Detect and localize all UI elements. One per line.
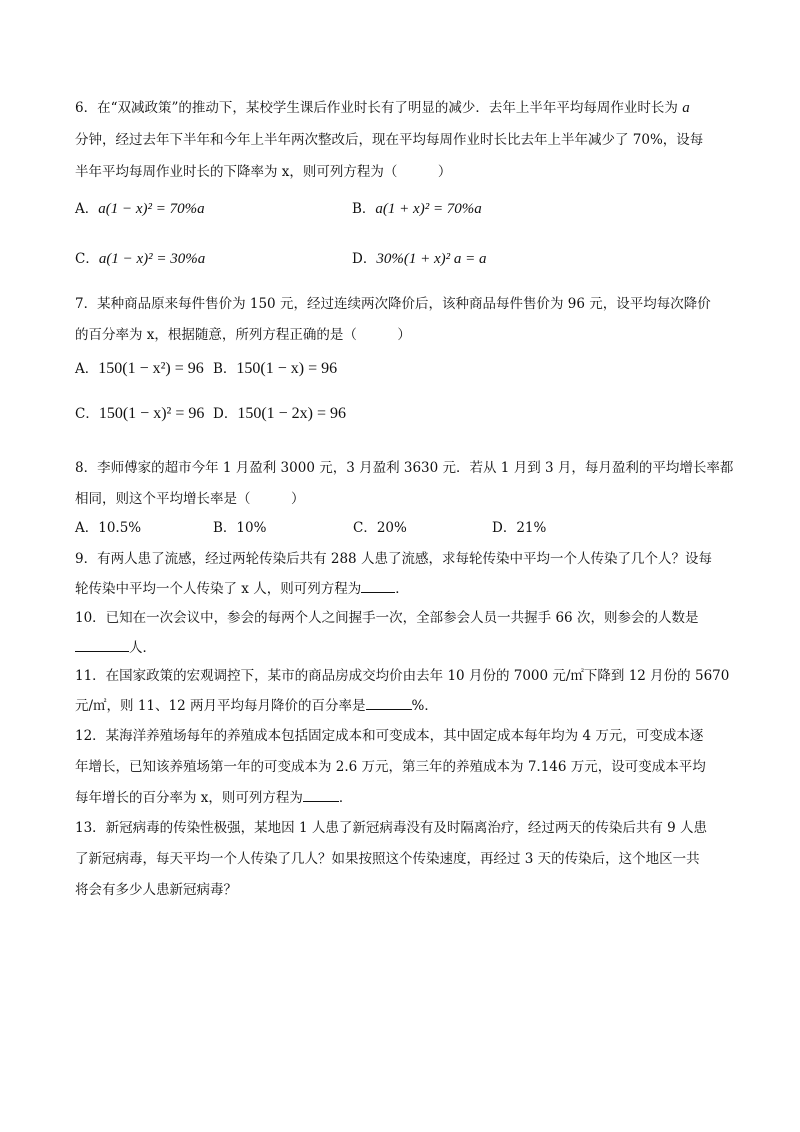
q10-line-1: 10．已知在一次会议中，参会的每两个人之间握手一次，全部参会人员一共握手 66 次，则参会的人数是: [75, 610, 699, 626]
option-label: D．: [352, 251, 377, 267]
option-expr: 150(1 − 2x) = 96: [237, 405, 347, 422]
option-expr: a(1 − x)² = 30%a: [98, 251, 206, 267]
option-expr: 150(1 − x) = 96: [236, 360, 338, 377]
q8-line-2: 相同，则这个平均增长率是（ ）: [75, 491, 305, 507]
q12-line-2: 年增长，已知该养殖场第一年的可变成本为 2.6 万元，第三年的养殖成本为 7.146 万元，设可变成本平均: [75, 759, 706, 775]
option-text: 10.5%: [98, 520, 142, 536]
q12-answer-blank[interactable]: [303, 789, 339, 802]
option-expr: a(1 + x)² = 70%a: [375, 201, 482, 217]
option-label: C．: [353, 520, 377, 536]
q11-suffix: %．: [411, 698, 438, 714]
q12-period: ．: [338, 790, 353, 806]
q13-line-2: 了新冠病毒，每天平均一个人传染了几人？如果按照这个传染速度，再经过 3 天的传染后，这个地区一共: [75, 851, 700, 867]
q7-option-a[interactable]: [75, 360, 204, 378]
q9-period: ．: [395, 581, 409, 597]
q11-answer-blank[interactable]: [366, 697, 412, 710]
option-expr: 150(1 − x)² = 96: [98, 405, 205, 422]
option-text: 21%: [516, 520, 547, 536]
q6-option-a[interactable]: [75, 200, 205, 218]
q11-line-2: [75, 697, 438, 715]
q7-line-2: 的百分率为 x，根据随意，所列方程正确的是（ ）: [75, 327, 411, 343]
option-label: C．: [75, 251, 99, 267]
q8-option-d[interactable]: [492, 519, 546, 537]
q11-line-1: 11．在国家政策的宏观调控下，某市的商品房成交均价由去年 10 月份的 7000 元/㎡下降到 12 月份的 5670: [75, 668, 730, 684]
option-label: B．: [213, 361, 237, 377]
option-label: A．: [75, 520, 99, 536]
option-expr: 30%(1 + x)² a = a: [376, 251, 487, 267]
q6-line-1: [75, 99, 690, 117]
q6-option-d[interactable]: [352, 250, 486, 268]
q9-line-2: [75, 580, 409, 598]
q8-option-c[interactable]: [353, 519, 407, 537]
q10-line-2: [75, 639, 156, 657]
q8-option-b[interactable]: [213, 519, 266, 537]
q13-line-1: 13．新冠病毒的传染性极强，某地因 1 人患了新冠病毒没有及时隔离治疗，经过两天的传染后共有 9 人患: [75, 820, 708, 836]
q7-option-d[interactable]: [213, 405, 346, 423]
q6-option-b[interactable]: [352, 200, 482, 218]
option-text: 20%: [376, 520, 407, 536]
option-label: C．: [75, 406, 99, 422]
option-label: B．: [352, 201, 376, 217]
option-label: A．: [75, 201, 99, 217]
q9-answer-blank[interactable]: [361, 580, 395, 593]
q13-line-3: 将会有多少人患新冠病毒？: [75, 882, 237, 898]
q12-line-3: [75, 789, 352, 807]
q8-line-1: 8．李师傅家的超市今年 1 月盈利 3000 元，3 月盈利 3630 元．若从 1 月到 3 月，每月盈利的平均增长率都: [75, 460, 734, 476]
q6-line-3: 半年平均每周作业时长的下降率为 x，则可列方程为（ ）: [75, 164, 452, 180]
option-text: 10%: [236, 520, 267, 536]
q6-text-1: 6．在“双减政策”的推动下，某校学生课后作业时长有了明显的减少．去年上半年平均每周作业时长为: [75, 100, 678, 116]
q9-line-1: 9．有两人患了流感，经过两轮传染后共有 288 人患了流感，求每轮传染中平均一个人传染了几个人？设每: [75, 551, 712, 567]
q12-text: 每年增长的百分率为 x，则可列方程为: [75, 790, 303, 806]
q6-line-2: 分钟，经过去年下半年和今年上半年两次整改后，现在平均每周作业时长比去年上半年减少了 70%，设每: [75, 132, 704, 148]
q7-line-1: 7．某种商品原来每件售价为 150 元，经过连续两次降价后，该种商品每件售价为 96 元，设平均每次降价: [75, 296, 711, 312]
q6-var-a: a: [682, 100, 690, 116]
q8-option-a[interactable]: [75, 519, 141, 537]
option-expr: a(1 − x)² = 70%a: [98, 201, 205, 217]
q7-option-b[interactable]: [213, 360, 337, 378]
q7-option-c[interactable]: [75, 405, 204, 423]
q6-option-c[interactable]: [75, 250, 205, 268]
q12-line-1: 12．某海洋养殖场每年的养殖成本包括固定成本和可变成本，其中固定成本每年均为 4 万元，可变成本逐: [75, 728, 704, 744]
q10-suffix: 人．: [129, 640, 156, 656]
q10-answer-blank[interactable]: [75, 639, 129, 652]
option-label: B．: [213, 520, 237, 536]
option-label: D．: [213, 406, 238, 422]
q9-text: 轮传染中平均一个人传染了 x 人，则可列方程为: [75, 581, 362, 597]
option-expr: 150(1 − x²) = 96: [98, 360, 204, 377]
option-label: A．: [75, 361, 99, 377]
option-label: D．: [492, 520, 517, 536]
q11-text: 元/㎡，则 11、12 两月平均每月降价的百分率是: [75, 698, 366, 714]
